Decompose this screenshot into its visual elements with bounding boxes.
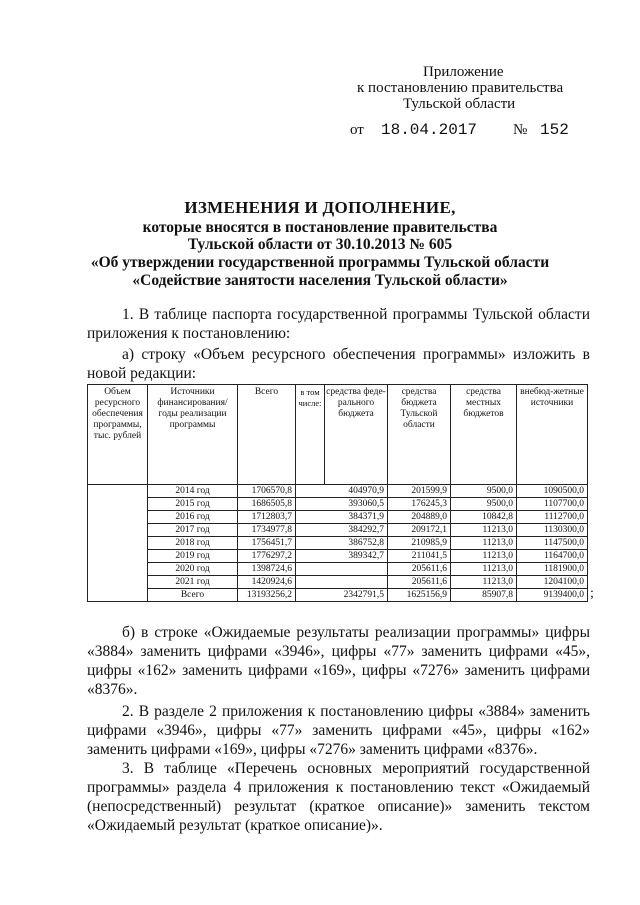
row-federal: 384292,7	[296, 524, 388, 537]
table-row	[88, 498, 588, 511]
row-total: 1712803,7	[238, 511, 296, 524]
title-line2: которые вносятся в постановление правительства	[142, 219, 498, 236]
row-local: 10842,8	[451, 511, 517, 524]
table-row	[88, 511, 588, 524]
row-regional: 205611,6	[388, 563, 451, 576]
row-total: 1776297,2	[238, 550, 296, 563]
header-local: средства местных бюджетов	[451, 385, 517, 485]
row-regional: 204889,0	[388, 511, 451, 524]
row-extra: 1130300,0	[517, 524, 588, 537]
table-header-row	[88, 385, 588, 485]
header-including: в том числе:	[296, 385, 325, 485]
row-total: 1734977,8	[238, 524, 296, 537]
header-federal: средства феде-рального бюджета	[325, 385, 388, 485]
paragraph-1b: б) в строке «Ожидаемые результаты реализации программы» цифры «3884» заменить цифрами «3946», цифры «77» заменить цифрами «45», цифры «162» заменить цифрами «169», цифры «7276» заменить цифрами «8376».	[87, 624, 590, 698]
row-total: 1420924,6	[238, 576, 296, 589]
header-sources: Источники финансирования/ годы реализации программы	[148, 385, 238, 485]
row-regional: 209172,1	[388, 524, 451, 537]
row-year: 2017 год	[148, 524, 238, 537]
row-federal: 384371,9	[296, 511, 388, 524]
table-row	[88, 550, 588, 563]
row-extra: 1112700,0	[517, 511, 588, 524]
row-local: 9500,0	[451, 485, 517, 498]
resource-table	[87, 384, 588, 602]
row-local: 11213,0	[451, 550, 517, 563]
table-total-row	[88, 589, 588, 602]
paragraph-2: 2. В разделе 2 приложения к постановлению цифры «3884» заменить цифрами «3946», цифры «77» заменить цифрами «45», цифры «162» заменить цифрами «169», цифры «7276» заменить цифрами «8376».	[87, 703, 590, 758]
header-total: Всего	[238, 385, 296, 485]
row-total: 1706570,8	[238, 485, 296, 498]
row-federal	[296, 576, 388, 589]
row-extra: 1090500,0	[517, 485, 588, 498]
row-federal: 393060,5	[296, 498, 388, 511]
row-extra: 1107700,0	[517, 498, 588, 511]
table-row	[88, 485, 588, 498]
row-regional: 205611,6	[388, 576, 451, 589]
table-row	[88, 563, 588, 576]
attachment-line2: к постановлению правительства	[357, 80, 564, 96]
row-extra: 1204100,0	[517, 576, 588, 589]
row-year: Всего	[148, 589, 238, 602]
row-total: 13193256,2	[238, 589, 296, 602]
row-local: 11213,0	[451, 576, 517, 589]
row-regional: 210985,9	[388, 537, 451, 550]
row-regional: 211041,5	[388, 550, 451, 563]
row-year: 2021 год	[148, 576, 238, 589]
row-local: 9500,0	[451, 498, 517, 511]
row-regional: 176245,3	[388, 498, 451, 511]
row-year: 2015 год	[148, 498, 238, 511]
row-regional: 201599,9	[388, 485, 451, 498]
header-extrabudget: внебюд-жетные источники	[517, 385, 588, 485]
attachment-line3: Тульской области	[403, 96, 516, 112]
row-local: 11213,0	[451, 563, 517, 576]
title-line3: Тульской области от 30.10.2013 № 605	[187, 236, 453, 253]
row-total: 1756451,7	[238, 537, 296, 550]
row-federal: 2342791,5	[296, 589, 388, 602]
row-year: 2018 год	[148, 537, 238, 550]
row-local: 11213,0	[451, 537, 517, 550]
table-row	[88, 537, 588, 550]
number-prefix: №	[513, 122, 528, 138]
row-local: 11213,0	[451, 524, 517, 537]
title-line4: «Об утверждении государственной программы Тульской области	[90, 254, 550, 271]
header-regional: средства бюджета Тульской области	[388, 385, 451, 485]
decree-date: 18.04.2017	[381, 121, 478, 139]
row-extra: 9139400,0	[517, 589, 588, 602]
volume-cell	[88, 485, 148, 602]
row-year: 2016 год	[148, 511, 238, 524]
row-local: 85907,8	[451, 589, 517, 602]
table-row	[88, 524, 588, 537]
row-extra: 1181900,0	[517, 563, 588, 576]
row-extra: 1164700,0	[517, 550, 588, 563]
row-total: 1686505,8	[238, 498, 296, 511]
paragraph-1a: а) строку «Объем ресурсного обеспечения программы» изложить в новой редакции:	[87, 346, 590, 382]
header-volume: Объем ресурсного обеспечения программы, тыс. рублей	[88, 385, 148, 485]
document-title: ИЗМЕНЕНИЯ И ДОПОЛНЕНИЕ,	[184, 198, 456, 217]
row-year: 2014 год	[148, 485, 238, 498]
decree-number: 152	[540, 121, 569, 139]
paragraph-1: 1. В таблице паспорта государственной программы Тульской области приложения к постановлению:	[87, 306, 590, 342]
row-federal: 404970,9	[296, 485, 388, 498]
title-line5: «Содействие занятости населения Тульской области»	[132, 272, 508, 289]
table-row	[88, 576, 588, 589]
row-total: 1398724,6	[238, 563, 296, 576]
row-federal: 389342,7	[296, 550, 388, 563]
row-year: 2020 год	[148, 563, 238, 576]
row-regional: 1625156,9	[388, 589, 451, 602]
paragraph-3: 3. В таблице «Перечень основных мероприятий государственной программы» раздела 4 приложения к постановлению текст «Ожидаемый (непосредственный) результат (краткое описание)» заменить текстом «Ожидаемый результат (краткое описание)».	[87, 760, 590, 834]
row-federal: 386752,8	[296, 537, 388, 550]
row-extra: 1147500,0	[517, 537, 588, 550]
table-semicolon: ;	[590, 586, 594, 601]
row-year: 2019 год	[148, 550, 238, 563]
row-federal	[296, 563, 388, 576]
attachment-label: Приложение	[423, 64, 504, 80]
date-prefix: от	[350, 122, 364, 138]
